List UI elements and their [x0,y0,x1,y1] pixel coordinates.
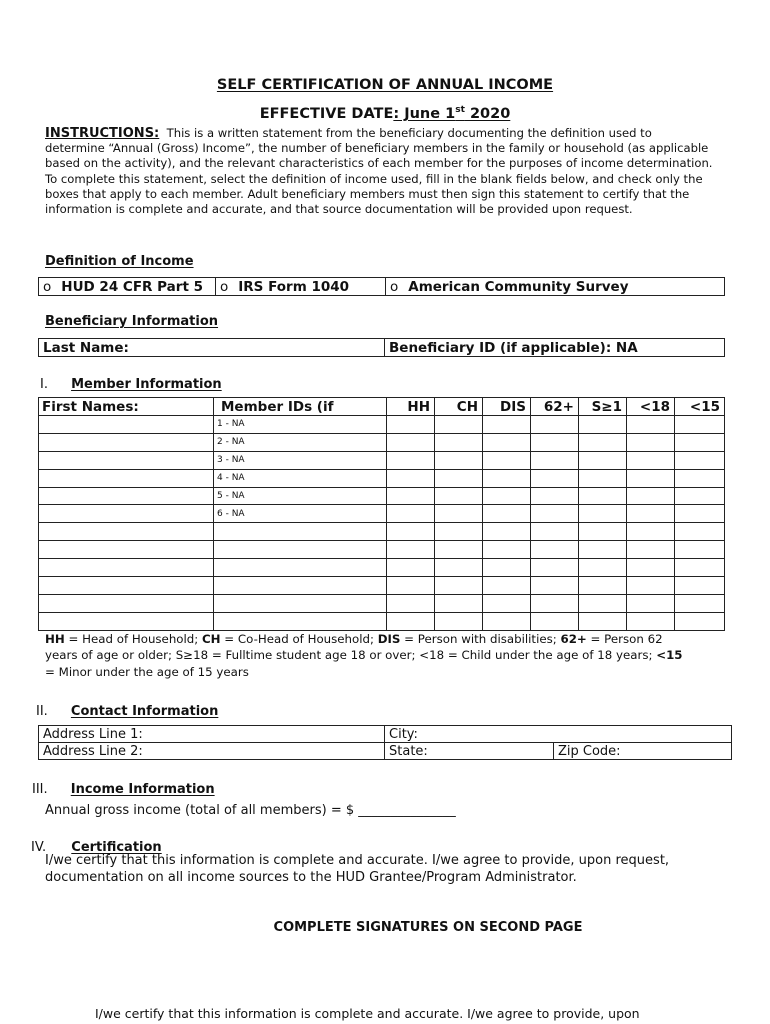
effective-date [0,105,770,122]
member-row [39,612,725,630]
dis-cell[interactable] [483,469,531,487]
address-line-2-field[interactable]: Address Line 2: [39,743,385,760]
income-section-number: III. [32,782,48,797]
member-row [39,469,725,487]
member-table [38,397,725,631]
student-cell[interactable] [579,577,627,595]
contact-heading: Contact Information [70,704,219,719]
ch-cell[interactable] [435,469,483,487]
62plus-cell[interactable] [531,541,579,559]
hh-cell[interactable] [387,523,435,541]
under15-cell[interactable] [675,487,725,505]
student-cell[interactable] [579,416,627,434]
complete-signatures-note: COMPLETE SIGNATURES ON SECOND PAGE [273,920,583,935]
first-name-cell[interactable] [39,541,214,559]
form-title: SELF CERTIFICATION OF ANNUAL INCOME [216,77,554,93]
member-id-cell[interactable]: 1 - NA [214,416,387,434]
ch-cell[interactable] [435,612,483,630]
option-irs[interactable]: o IRS Form 1040 [216,278,386,296]
certification-section-number: IV. [31,840,47,855]
state-field[interactable]: State: [385,743,554,760]
address-line-1-field[interactable]: Address Line 1: [39,726,385,743]
ch-cell[interactable] [435,487,483,505]
under15-cell[interactable] [675,612,725,630]
member-row [39,451,725,469]
student-cell[interactable] [579,612,627,630]
under18-cell[interactable] [627,505,675,523]
under18-cell[interactable] [627,469,675,487]
option-acs[interactable]: o American Community Survey [386,278,725,296]
certification-heading: Certification [71,840,162,855]
member-id-cell[interactable] [214,541,387,559]
contact-section-number: II. [36,704,48,719]
first-name-cell[interactable] [39,487,214,505]
62plus-cell[interactable] [531,433,579,451]
first-name-cell[interactable] [39,505,214,523]
annual-income-line[interactable]: Annual gross income (total of all members) = $ _______________ [45,803,456,818]
col-member-ids: Member IDs (if [214,398,387,416]
under18-cell[interactable] [627,541,675,559]
ch-cell[interactable] [435,505,483,523]
member-row [39,523,725,541]
dis-cell[interactable] [483,433,531,451]
income-heading: Income Information [70,782,215,797]
member-row [39,594,725,612]
member-id-cell[interactable] [214,577,387,595]
student-cell[interactable] [579,541,627,559]
zip-code-field[interactable]: Zip Code: [554,743,732,760]
ch-cell[interactable] [435,523,483,541]
62plus-cell[interactable] [531,612,579,630]
under15-cell[interactable] [675,541,725,559]
ch-cell[interactable] [435,433,483,451]
effective-date-value: : June 1st 2020 [393,105,511,122]
hh-cell[interactable] [387,559,435,577]
beneficiary-heading: Beneficiary Information [45,314,219,329]
dis-cell[interactable] [483,487,531,505]
under18-cell[interactable] [627,416,675,434]
col-ch: CH [435,398,483,416]
dis-cell[interactable] [483,559,531,577]
student-cell[interactable] [579,469,627,487]
under18-cell[interactable] [627,559,675,577]
member-id-cell[interactable] [214,612,387,630]
student-cell[interactable] [579,487,627,505]
62plus-cell[interactable] [531,559,579,577]
instructions-lead: INSTRUCTIONS: [45,126,160,141]
dis-cell[interactable] [483,541,531,559]
member-heading: Member Information [71,377,222,392]
dis-cell[interactable] [483,577,531,595]
effective-date-label: EFFECTIVE DATE [259,105,394,122]
first-name-cell[interactable] [39,416,214,434]
dis-cell[interactable] [483,594,531,612]
legend: HH = Head of Household; CH = Co-Head of Household; DIS = Person with disabilities; 62+ = Person 62 years of age or older; S≥18 = Fulltime student age 18 or over; <18 = Child under the age of 18 years; <15 = Minor under the age of 15 years [45,632,683,679]
hh-cell[interactable] [387,433,435,451]
student-cell[interactable] [579,451,627,469]
62plus-cell[interactable] [531,594,579,612]
col-under15: <15 [675,398,725,416]
first-name-cell[interactable] [39,523,214,541]
first-name-cell[interactable] [39,469,214,487]
62plus-cell[interactable] [531,451,579,469]
member-row [39,433,725,451]
member-section-number: I. [40,377,48,392]
first-name-cell[interactable] [39,559,214,577]
member-row [39,505,725,523]
student-cell[interactable] [579,523,627,541]
hh-cell[interactable] [387,469,435,487]
beneficiary-id-field[interactable]: Beneficiary ID (if applicable): NA [385,339,725,357]
beneficiary-table [38,338,725,357]
under18-cell[interactable] [627,594,675,612]
under15-cell[interactable] [675,594,725,612]
member-id-cell[interactable]: 3 - NA [214,451,387,469]
under15-cell[interactable] [675,433,725,451]
ch-cell[interactable] [435,594,483,612]
col-dis: DIS [483,398,531,416]
under15-cell[interactable] [675,559,725,577]
member-id-cell[interactable] [214,559,387,577]
62plus-cell[interactable] [531,505,579,523]
instructions-text: This is a written statement from the beneficiary documenting the definition used to determine “Annual (Gross) Income”, the number of beneficiary members in the family or household (as applicable based on the activity), and the relevant characteristics of each member for the purposes of income determination. To complete this statement, select the definition of income used, fill in the blank fields below, and check only the boxes that apply to each member. Adult beneficiary members must then sign this statement to certify that the information is complete and accurate, and that source documentation will be provided upon request. [45,126,713,217]
62plus-cell[interactable] [531,523,579,541]
definition-table [38,277,725,296]
dis-cell[interactable] [483,451,531,469]
hh-cell[interactable] [387,541,435,559]
ch-cell[interactable] [435,577,483,595]
bottom-cut-text: I/we certify that this information is complete and accurate. I/we agree to provide, upon [95,1006,640,1021]
under15-cell[interactable] [675,505,725,523]
first-name-cell[interactable] [39,433,214,451]
first-name-cell[interactable] [39,451,214,469]
member-row [39,487,725,505]
dis-cell[interactable] [483,523,531,541]
col-student: S≥1 [579,398,627,416]
under15-cell[interactable] [675,451,725,469]
first-name-cell[interactable] [39,577,214,595]
hh-cell[interactable] [387,451,435,469]
student-cell[interactable] [579,559,627,577]
ch-cell[interactable] [435,451,483,469]
under15-cell[interactable] [675,523,725,541]
income-section-title [32,778,215,797]
under15-cell[interactable] [675,577,725,595]
under18-cell[interactable] [627,523,675,541]
hh-cell[interactable] [387,487,435,505]
member-row [39,577,725,595]
student-cell[interactable] [579,505,627,523]
option-hud[interactable]: o HUD 24 CFR Part 5 [39,278,216,296]
contact-table [38,725,732,760]
ch-cell[interactable] [435,541,483,559]
first-name-cell[interactable] [39,594,214,612]
dis-cell[interactable] [483,612,531,630]
member-id-cell[interactable]: 5 - NA [214,487,387,505]
under15-cell[interactable] [675,416,725,434]
member-id-cell[interactable]: 4 - NA [214,469,387,487]
hh-cell[interactable] [387,416,435,434]
member-row [39,559,725,577]
hh-cell[interactable] [387,505,435,523]
member-id-cell[interactable] [214,523,387,541]
ch-cell[interactable] [435,416,483,434]
dis-cell[interactable] [483,505,531,523]
first-name-cell[interactable] [39,612,214,630]
ch-cell[interactable] [435,559,483,577]
city-field[interactable]: City: [385,726,732,743]
under15-cell[interactable] [675,469,725,487]
student-cell[interactable] [579,433,627,451]
col-hh: HH [387,398,435,416]
certification-text: I/we certify that this information is complete and accurate. I/we agree to provide, upon request, documentation on all income sources to the HUD Grantee/Program Administrator. [45,853,670,885]
student-cell[interactable] [579,594,627,612]
hh-cell[interactable] [387,594,435,612]
instructions [45,126,713,217]
62plus-cell[interactable] [531,487,579,505]
member-row [39,541,725,559]
under18-cell[interactable] [627,451,675,469]
under18-cell[interactable] [627,577,675,595]
62plus-cell[interactable] [531,416,579,434]
col-first-names: First Names: [39,398,214,416]
member-id-cell[interactable] [214,594,387,612]
hh-cell[interactable] [387,612,435,630]
hh-cell[interactable] [387,577,435,595]
member-id-cell[interactable]: 6 - NA [214,505,387,523]
contact-section-title [36,700,218,719]
under18-cell[interactable] [627,612,675,630]
under18-cell[interactable] [627,433,675,451]
col-62plus: 62+ [531,398,579,416]
definition-heading: Definition of Income [45,254,194,269]
col-under18: <18 [627,398,675,416]
last-name-field[interactable]: Last Name: [39,339,385,357]
under18-cell[interactable] [627,487,675,505]
member-id-cell[interactable]: 2 - NA [214,433,387,451]
dis-cell[interactable] [483,416,531,434]
member-row [39,416,725,434]
62plus-cell[interactable] [531,577,579,595]
62plus-cell[interactable] [531,469,579,487]
member-section-title [40,373,222,392]
